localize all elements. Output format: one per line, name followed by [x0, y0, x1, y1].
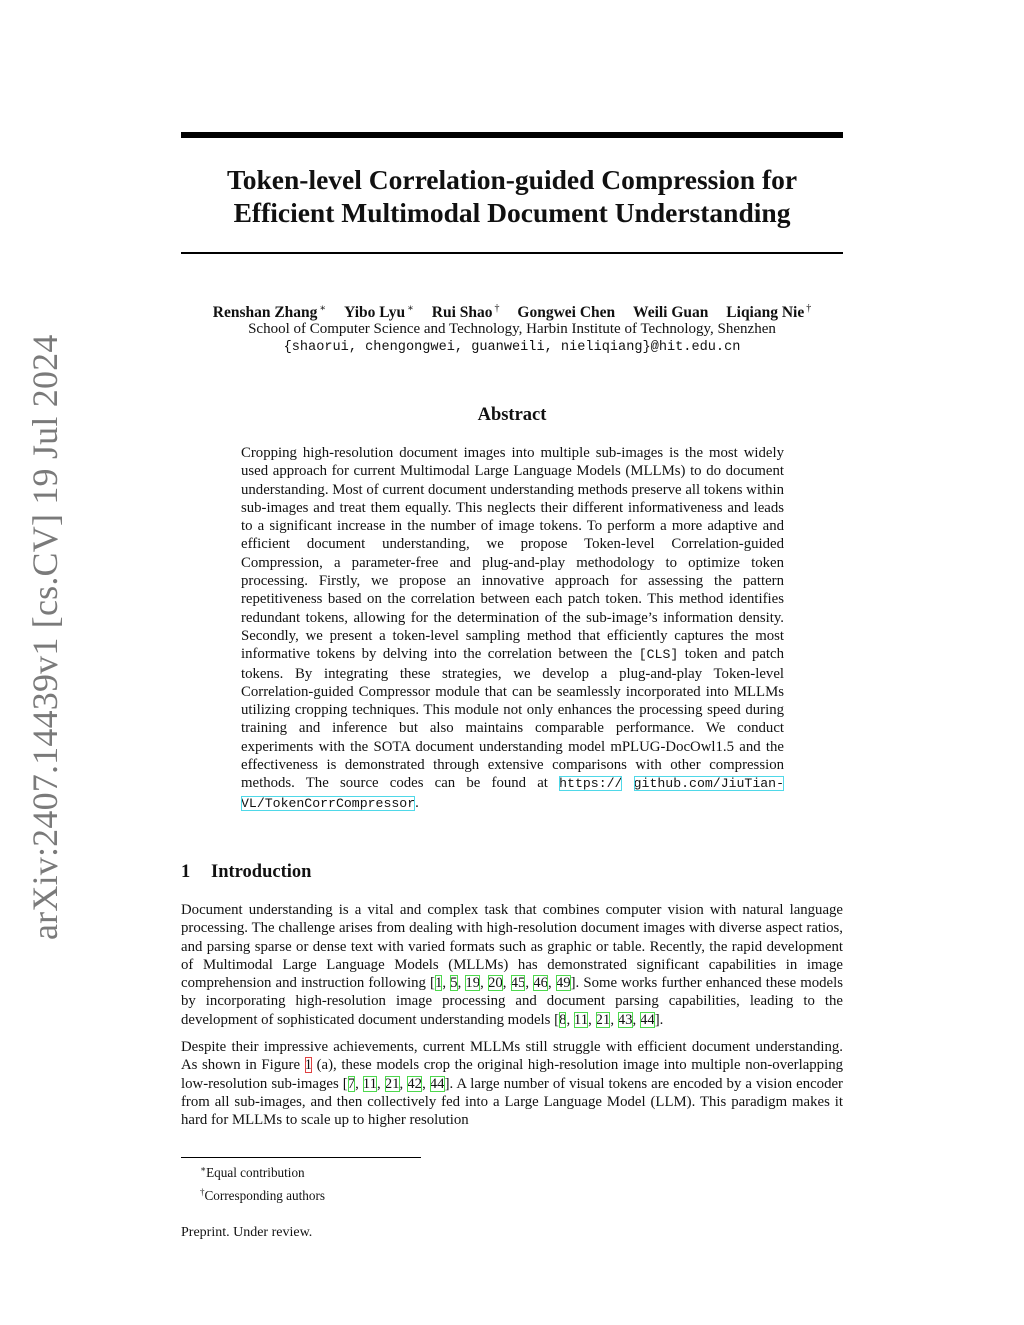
paragraph: Document understanding is a vital and complex task that combines computer vision with natural language processing. The challenge arises from dealing with high-resolution document images with diverse aspect ratios, and parsing sparse or dense text with varied formats such as graphic or table. Recently, the rapid development of Multimodal Large Language Models (MLLMs) has demonstrated significant capabilities in image comprehension and instruction following [1, 5, 19, 20, 45, 46, 49]. Some works further enhanced these models by incorporating high-resolution image processing and document parsing capabilities, leading to the development of sophisticated document understanding models [8, 11, 21, 43, 44]. — [181, 902, 843, 1028]
citation-link[interactable]: 1 — [434, 975, 443, 992]
code-url-link[interactable]: https:// — [559, 776, 623, 792]
author-name: Weili Guan — [633, 304, 709, 321]
footnote-text: Equal contribution — [206, 1165, 305, 1180]
citation-link[interactable]: 20 — [487, 975, 503, 992]
citation-link[interactable]: 11 — [362, 1075, 378, 1092]
footnote-rule — [181, 1157, 421, 1158]
author-mark: † — [806, 303, 812, 314]
paragraph-text: ]. Some works further enhanced these models by incorporating high-resolution image processing and document parsing capabilities, leading to the development of sophisticated document understanding models [ — [181, 975, 843, 1028]
author-mark: † — [494, 303, 500, 314]
citation-link[interactable]: 8 — [559, 1011, 567, 1028]
title-line-2: Efficient Multimodal Document Understanding — [233, 197, 791, 228]
citation-link[interactable]: 46 — [533, 975, 548, 992]
paragraph-text: ]. A large number of visual tokens are encoded by a vision encoder from all sub-images, and then collectively fed into a Large Language Model (LLM). This paradigm makes it hard for MLLMs to scale up to higher resolution — [181, 1075, 843, 1129]
footnotes — [200, 1160, 840, 1205]
author-mark: ∗ — [407, 303, 414, 314]
footnote — [200, 1183, 840, 1206]
citation-link[interactable]: 42 — [407, 1075, 423, 1092]
title-line-1: Token-level Correlation-guided Compression for — [226, 164, 798, 195]
citation-link[interactable]: 19 — [465, 975, 481, 992]
introduction-body — [181, 901, 843, 1139]
affiliation: School of Computer Science and Technology, Harbin Institute of Technology, Shenzhen — [248, 321, 776, 337]
footnote — [200, 1160, 840, 1183]
title-rule-top — [181, 132, 843, 138]
citation-link[interactable]: 5 — [450, 975, 458, 992]
section-heading-introduction — [181, 860, 843, 884]
paper-title — [181, 163, 843, 229]
footnote-mark: ∗ — [200, 1164, 207, 1174]
citation-link[interactable]: 11 — [573, 1011, 589, 1028]
citation-link[interactable]: 44 — [429, 1075, 445, 1092]
section-title: Introduction — [211, 862, 312, 882]
preprint-notice: Preprint. Under review. — [181, 1225, 313, 1240]
footnote-text: Corresponding authors — [204, 1187, 326, 1203]
citation-link[interactable]: 21 — [595, 1011, 611, 1028]
footnote-mark: † — [200, 1186, 205, 1197]
figure-reference-link[interactable]: 1 — [304, 1057, 313, 1074]
citation-link[interactable]: 45 — [510, 975, 526, 992]
author-mark: ∗ — [319, 303, 327, 314]
author-emails: {shaorui, chengongwei, guanweili, nieliqiang}@hit.edu.cn — [283, 340, 741, 355]
abstract-text-part: Cropping high-resolution document images into multiple sub-images is the most widely used approach for current Multimodal Large Language Models (MLLMs) to do document understanding. Most of current document understanding methods preserve all tokens within sub-images and treat them equally. This neglects their different informativeness and leads to a significant increase in the number of image tokens. To perform a more adaptive and efficient document understanding, we propose Token-level Correlation-guided Compression, a parameter-free and plug-and-play methodology to optimize token processing. Firstly, we propose an innovative approach for assessing the pattern repetitiveness based on the correlation between each patch token. This method identifies redundant tokens, allowing for the determination of the sub-image’s information density. Secondly, we present a token-level sampling method that efficiently captures the most informative tokens by delving into the correlation between the — [241, 445, 784, 663]
paragraph-text: ]. — [654, 1011, 664, 1028]
author-name: Gongwei Chen — [517, 304, 616, 321]
section-number: 1 — [181, 862, 191, 882]
author-name: Renshan Zhang — [212, 304, 318, 321]
citation-link[interactable]: 49 — [555, 975, 571, 992]
cls-token: [CLS] — [638, 647, 679, 663]
citation-link[interactable]: 21 — [384, 1075, 400, 1092]
citation-link[interactable]: 44 — [639, 1011, 655, 1028]
paragraph-text: Document understanding is a vital and complex task that combines computer vision with natural language processing. The challenge arises from dealing with high-resolution document images with diverse aspect ratios, and parsing sparse or dense text with varied formats such as graphic or table. Recently, the rapid development of Multimodal Large Language Models (MLLMs) has demonstrated significant capabilities in image comprehension and instruction following [ — [181, 902, 843, 992]
paragraph: Despite their impressive achievements, current MLLMs still struggle with efficient document understanding. As shown in Figure 1 (a), these models crop the original high-resolution image into multiple non-overlapping low-resolution sub-images [7, 11, 21, 42, 44]. A large number of visual tokens are encoded by a vision encoder from all sub-images, and then collectively fed into a Large Language Model (LLM). This paradigm makes it hard for MLLMs to scale up to higher resolution — [181, 1039, 843, 1129]
author-name: Liqiang Nie — [726, 304, 805, 321]
abstract-text — [241, 444, 784, 813]
abstract-text-part: token and patch tokens. By integrating these strategies, we develop a plug-and-play Token-level Correlation-guided Compressor module that can be seamlessly incorporated into MLLMs utilizing cropping techniques. This module not only enhances the processing speed during training and inference but also maintains comparable performance. We conduct experiments with the SOTA document understanding model mPLUG-DocOwl1.5 and the effectiveness is demonstrated through extensive comparisons with other compression methods. The source codes can be found at — [241, 646, 784, 792]
arxiv-identifier: arXiv:2407.14439v1 [cs.CV] 19 Jul 2024 — [25, 334, 65, 940]
title-rule-bottom — [181, 252, 843, 254]
abstract-heading: Abstract — [477, 405, 547, 425]
author-name: Rui Shao — [431, 304, 493, 321]
author-name: Yibo Lyu — [344, 304, 406, 321]
code-url-link[interactable]: github.com/JiuTian-VL/TokenCorrCompressor — [241, 776, 785, 811]
abstract-end: . — [415, 794, 419, 811]
paragraph-text: (a), these models crop the original high-resolution image into multiple non-overlapping low-resolution sub-images [ — [181, 1057, 843, 1092]
paragraph-text: Despite their impressive achievements, current MLLMs still struggle with efficient document understanding. As shown in Figure — [181, 1039, 843, 1074]
citation-link[interactable]: 7 — [347, 1075, 356, 1092]
citation-link[interactable]: 43 — [617, 1011, 633, 1028]
